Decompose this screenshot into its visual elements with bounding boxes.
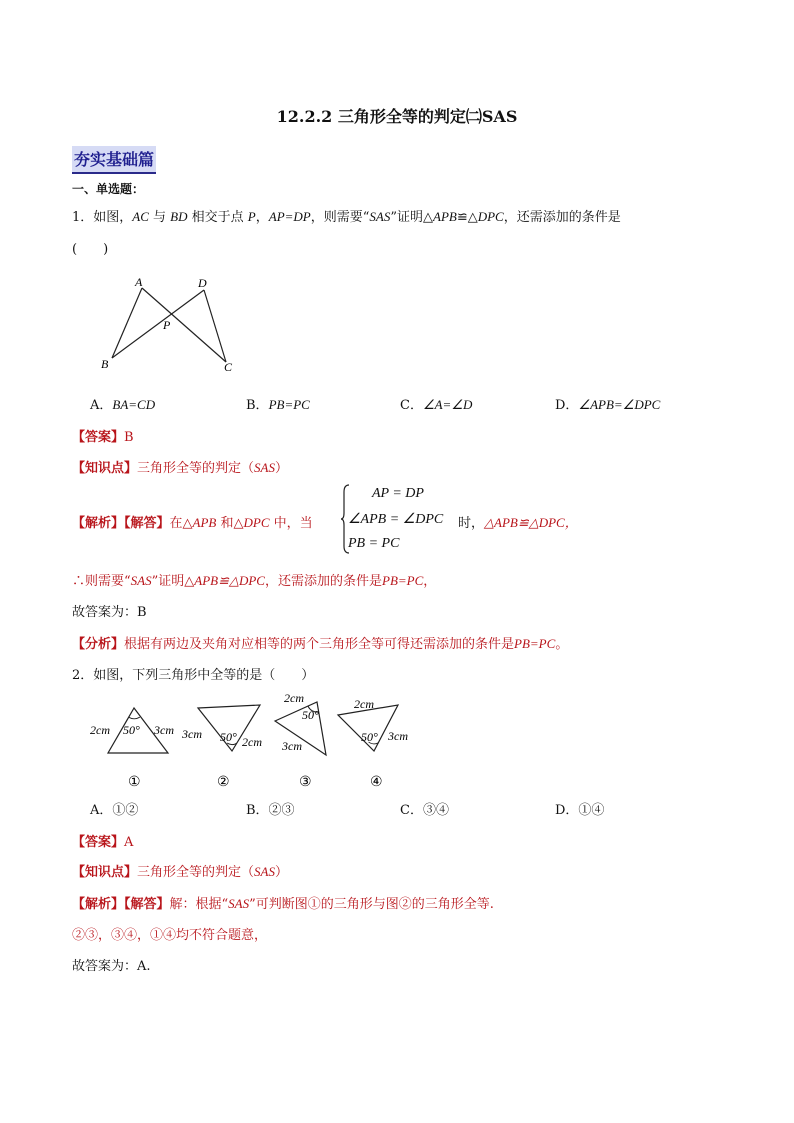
q2-others: ②③，③④，①④均不符合题意，	[72, 928, 268, 943]
q1-option-d: D．∠APB=∠DPC	[555, 397, 661, 413]
t4-angle: 50°	[361, 730, 378, 744]
system-line-2: ∠APB = ∠DPC	[348, 512, 444, 527]
t1-right-length: 3cm	[154, 723, 174, 737]
figure-number-3: ③	[299, 775, 312, 790]
label-A: A	[135, 275, 143, 289]
t2-left-length: 3cm	[182, 727, 202, 741]
system-line-1: AP = DP	[372, 486, 424, 501]
q2-option-a: A．①②	[90, 803, 139, 818]
label-B: B	[101, 357, 109, 371]
q2-stem: 2．如图，下列三角形中全等的是（ ）	[72, 668, 315, 683]
q2-option-d: D．①④	[555, 803, 605, 818]
t1-angle: 50°	[123, 723, 140, 737]
t1-left-length: 2cm	[90, 723, 110, 737]
q1-figure	[96, 272, 246, 376]
t2-right-length: 2cm	[242, 735, 262, 749]
label-C: C	[224, 360, 233, 374]
q2-knowledge: 【知识点】三角形全等的判定（SAS）	[72, 864, 288, 880]
section-heading: 夯实基础篇	[72, 146, 156, 174]
q1-therefore: ∴则需要“SAS”证明△APB≌△DPC，还需添加的条件是PB=PC，	[72, 573, 437, 589]
t3-angle: 50°	[302, 708, 319, 722]
t4-top-length: 2cm	[354, 697, 374, 711]
label-P: P	[163, 318, 171, 332]
t3-top-length: 2cm	[284, 691, 304, 705]
page-title: 12.2.2 三角形全等的判定㈡SAS	[276, 107, 518, 126]
figure-number-4: ④	[370, 775, 383, 790]
t3-bottom-length: 3cm	[282, 739, 302, 753]
q2-option-c: C．③④	[400, 803, 449, 818]
q1-option-c: C．∠A=∠D	[400, 397, 473, 413]
q1-option-a: A．BA=CD	[90, 397, 156, 413]
system-line-3: PB = PC	[348, 536, 400, 551]
t2-angle: 50°	[220, 730, 237, 744]
q2-analysis: 【解析】【解答】解：根据“SAS”可判断图①的三角形与图②的三角形全等.	[72, 896, 494, 912]
label-D: D	[198, 276, 207, 290]
q1-analysis: 【解析】【解答】在△APB 和△DPC 中，当	[72, 515, 313, 531]
q1-knowledge: 【知识点】三角形全等的判定（SAS）	[72, 460, 288, 476]
q1-analysis-conclusion: 时，△APB≌△DPC，	[458, 515, 578, 531]
q1-final: 故答案为：B	[72, 605, 147, 620]
q1-analysis2: 【分析】根据有两边及夹角对应相等的两个三角形全等可得还需添加的条件是PB=PC。	[72, 636, 569, 652]
t4-right-length: 3cm	[388, 729, 408, 743]
q2-figure	[88, 688, 428, 792]
part-heading: 一、单选题：	[72, 182, 145, 196]
q2-final: 故答案为：A.	[72, 959, 151, 974]
figure-number-1: ①	[128, 775, 141, 790]
q2-answer: 【答案】A	[72, 835, 134, 850]
figure-number-2: ②	[217, 775, 230, 790]
q1-stem: 1．如图，AC 与 BD 相交于点 P，AP=DP，则需要“SAS”证明△APB≌△DPC，还需添加的条件是	[72, 209, 621, 225]
q2-option-b: B．②③	[246, 803, 295, 818]
q1-answer-paren: ( )	[72, 242, 109, 257]
q1-option-b: B．PB=PC	[246, 397, 310, 413]
q1-answer: 【答案】B	[72, 430, 134, 445]
